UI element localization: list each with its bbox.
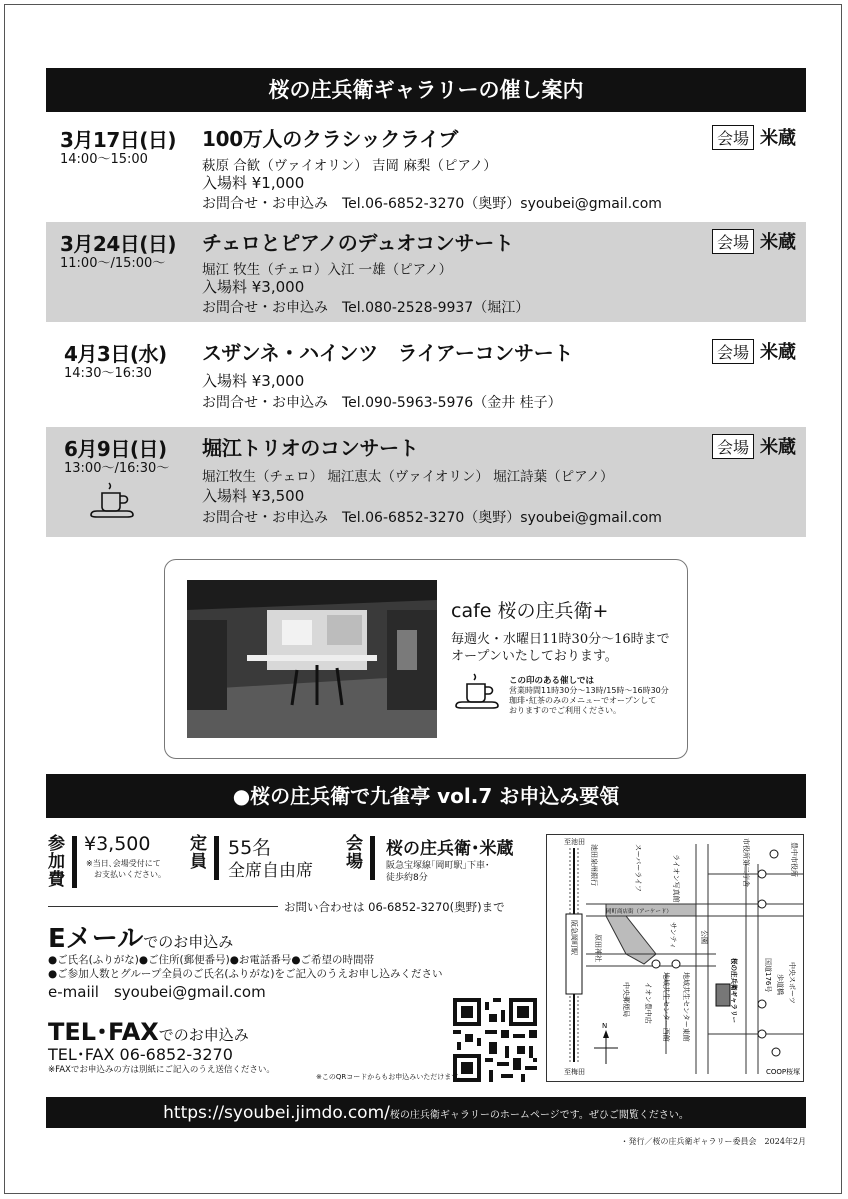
event-title: スザンネ・ハインツ ライアーコンサート [202, 341, 574, 365]
email-address[interactable]: e-maiil syoubei@gmail.com [48, 983, 266, 1001]
map-label: 池田泉州銀行 [590, 844, 598, 886]
venue-label: 会場 [712, 125, 754, 150]
venue-access: 阪急宝塚線｢岡町駅｣下車･ [386, 861, 490, 871]
event-title: 堀江トリオのコンサート [202, 436, 419, 460]
venue-name: 米蔵 [760, 232, 796, 253]
coffee-cup-icon [88, 481, 136, 521]
event-row [46, 427, 806, 537]
event-contact: お問合せ・お申込み Tel.080-2528-9937（堀江） [202, 300, 530, 316]
page-title: 桜の庄兵衛ギャラリーの催し案内 [46, 68, 806, 112]
venue-name: 米蔵 [760, 128, 796, 149]
event-title: チェロとピアノのデュオコンサート [202, 231, 514, 255]
map-label: 地域共生センター東館 [682, 972, 690, 1042]
event-date: 3月17日(日) [60, 128, 177, 152]
event-contact: お問合せ・お申込み Tel.090-5963-5976（金井 桂子） [202, 395, 562, 411]
map-label: ライオン写真館 [672, 854, 680, 903]
event-time: 14:30〜16:30 [64, 366, 152, 381]
capacity-value: 55名 [228, 837, 272, 859]
event-performers: 堀江牧生（チェロ） 堀江恵太（ヴァイオリン） 堀江詩葉（ピアノ） [202, 469, 614, 485]
fee-value: ¥3,500 [84, 833, 151, 855]
venue-label: 会場 [346, 834, 363, 872]
map-label: 公園 [700, 930, 708, 944]
event-fee: 入場料 ¥3,000 [202, 372, 305, 390]
divider [370, 836, 375, 880]
event-venue [712, 124, 796, 150]
cafe-note-title: この印のある催しでは [509, 676, 595, 686]
cafe-note-line: 営業時間11時30分〜13時/15時〜16時30分 [509, 686, 669, 695]
venue-label: 会場 [712, 229, 754, 254]
map-label: 豊中市役所 [790, 842, 798, 877]
email-requirements: ●ご氏名(ふりがな)●ご住所(郵便番号)●お電話番号●ご希望の時間帯 [48, 954, 375, 966]
event-fee: 入場料 ¥1,000 [202, 174, 305, 192]
venue-name: 米蔵 [760, 437, 796, 458]
map-label: イオン豊中店 [644, 982, 652, 1024]
map-label: 中央郵便局 [622, 982, 630, 1017]
publisher-note: ・発行／桜の庄兵衛ギャラリー委員会 2024年2月 [620, 1137, 806, 1146]
venue-label: 会場 [712, 434, 754, 459]
rakugo-banner: ●桜の庄兵衛で九雀亭 vol.7 お申込み要領 [46, 774, 806, 818]
map-label: 原田神社 [594, 934, 602, 962]
footer-bar [46, 1097, 806, 1128]
cafe-hours-note: オープンいたしております。 [451, 649, 618, 664]
event-time: 13:00〜/16:30〜 [64, 461, 170, 476]
qr-note: ※このQRコードからもお申込みいただけます。 [316, 1073, 465, 1081]
event-venue [712, 433, 796, 459]
event-date: 4月3日(水) [64, 342, 167, 366]
cafe-note-line: 珈琲･紅茶のみのメニューでオープンして [509, 696, 657, 705]
event-date: 6月9日(日) [64, 437, 167, 461]
venue-label: 会場 [712, 339, 754, 364]
event-date: 3月24日(日) [60, 232, 177, 256]
map-label: 中央スポーツ [788, 962, 796, 1004]
qr-code[interactable] [453, 998, 537, 1082]
event-performers: 萩原 合歓（ヴァイオリン） 吉岡 麻梨（ピアノ） [202, 158, 497, 174]
event-row [46, 222, 806, 322]
map-gallery-label: 桜の庄兵衛ギャラリー [730, 958, 738, 1023]
map-label: 市役所第二庁舎 [742, 838, 750, 887]
fee-note: ※当日､会場受付にて [86, 859, 161, 868]
map-label: スーパーライフ [634, 844, 642, 892]
divider [214, 836, 219, 880]
fax-note: ※FAXでお申込みの方は別紙にご記入のうえ送信ください。 [48, 1065, 275, 1075]
event-fee: 入場料 ¥3,500 [202, 487, 305, 505]
email-heading [48, 918, 233, 955]
cafe-note-line: おりますのでご利用ください。 [509, 706, 621, 715]
homepage-note: 桜の庄兵衛ギャラリーのホームページです。ぜひご閲覧ください。 [389, 1110, 689, 1121]
email-heading-main: Eメール [48, 924, 144, 954]
capacity-label: 定員 [190, 834, 207, 872]
cafe-photo [187, 580, 437, 738]
map-label: 歩道橋 [776, 974, 784, 995]
event-title: 100万人のクラシックライブ [202, 127, 458, 151]
map-label: 至梅田 [564, 1068, 585, 1076]
venue-access: 徒歩約8分 [386, 873, 428, 883]
email-requirements: ●ご参加人数とグループ全員のご氏名(ふりがな)をご記入のうえお申し込みください [48, 968, 443, 980]
event-venue [712, 228, 796, 254]
fee-note: お支払いください。 [94, 870, 166, 879]
map-label: サンティ [669, 922, 677, 950]
venue-name: 米蔵 [760, 342, 796, 363]
cafe-hours: 毎週火・水曜日11時30分〜16時まで [451, 632, 670, 647]
map-label: 至池田 [564, 838, 585, 846]
divider [72, 836, 77, 888]
access-map [546, 834, 804, 1082]
map-label: COOP桜塚 [766, 1068, 801, 1076]
event-row [46, 332, 806, 422]
event-contact: お問合せ・お申込み Tel.06-6852-3270（奥野）syoubei@gmail.com [202, 510, 662, 526]
tel-number: TEL･FAX 06-6852-3270 [48, 1045, 233, 1064]
tel-heading-suffix: でのお申込み [158, 1026, 249, 1044]
cafe-card [164, 559, 688, 759]
event-performers: 堀江 牧生（チェロ）入江 一雄（ピアノ） [202, 262, 453, 278]
map-north: N [602, 1022, 608, 1030]
venue-name: 桜の庄兵衛･米蔵 [386, 839, 514, 859]
coffee-cup-icon [453, 672, 501, 712]
cafe-title: cafe 桜の庄兵衛+ [451, 600, 609, 622]
map-label: 岡町商店街（アーケード） [606, 909, 672, 915]
event-time: 11:00〜/15:00〜 [60, 256, 166, 271]
event-row [46, 118, 806, 216]
divider [48, 906, 278, 907]
event-time: 14:00〜15:00 [60, 152, 148, 167]
map-label: 国道176号 [764, 958, 772, 993]
map-label: 阪急岡町駅 [570, 920, 578, 955]
event-venue [712, 338, 796, 364]
event-contact: お問合せ・お申込み Tel.06-6852-3270（奥野）syoubei@gmail.com [202, 196, 662, 212]
map-label: 地域共生センター西館 [662, 972, 670, 1042]
event-fee: 入場料 ¥3,000 [202, 278, 305, 296]
email-heading-suffix: でのお申込み [143, 933, 234, 951]
fee-label: 参加費 [48, 834, 65, 890]
seating-value: 全席自由席 [228, 861, 313, 881]
tel-heading-main: TEL･FAX [48, 1018, 159, 1046]
homepage-link[interactable]: https://syoubei.jimdo.com/ [163, 1103, 390, 1123]
inquiry-text: お問い合わせは 06-6852-3270(奥野)まで [284, 900, 505, 914]
